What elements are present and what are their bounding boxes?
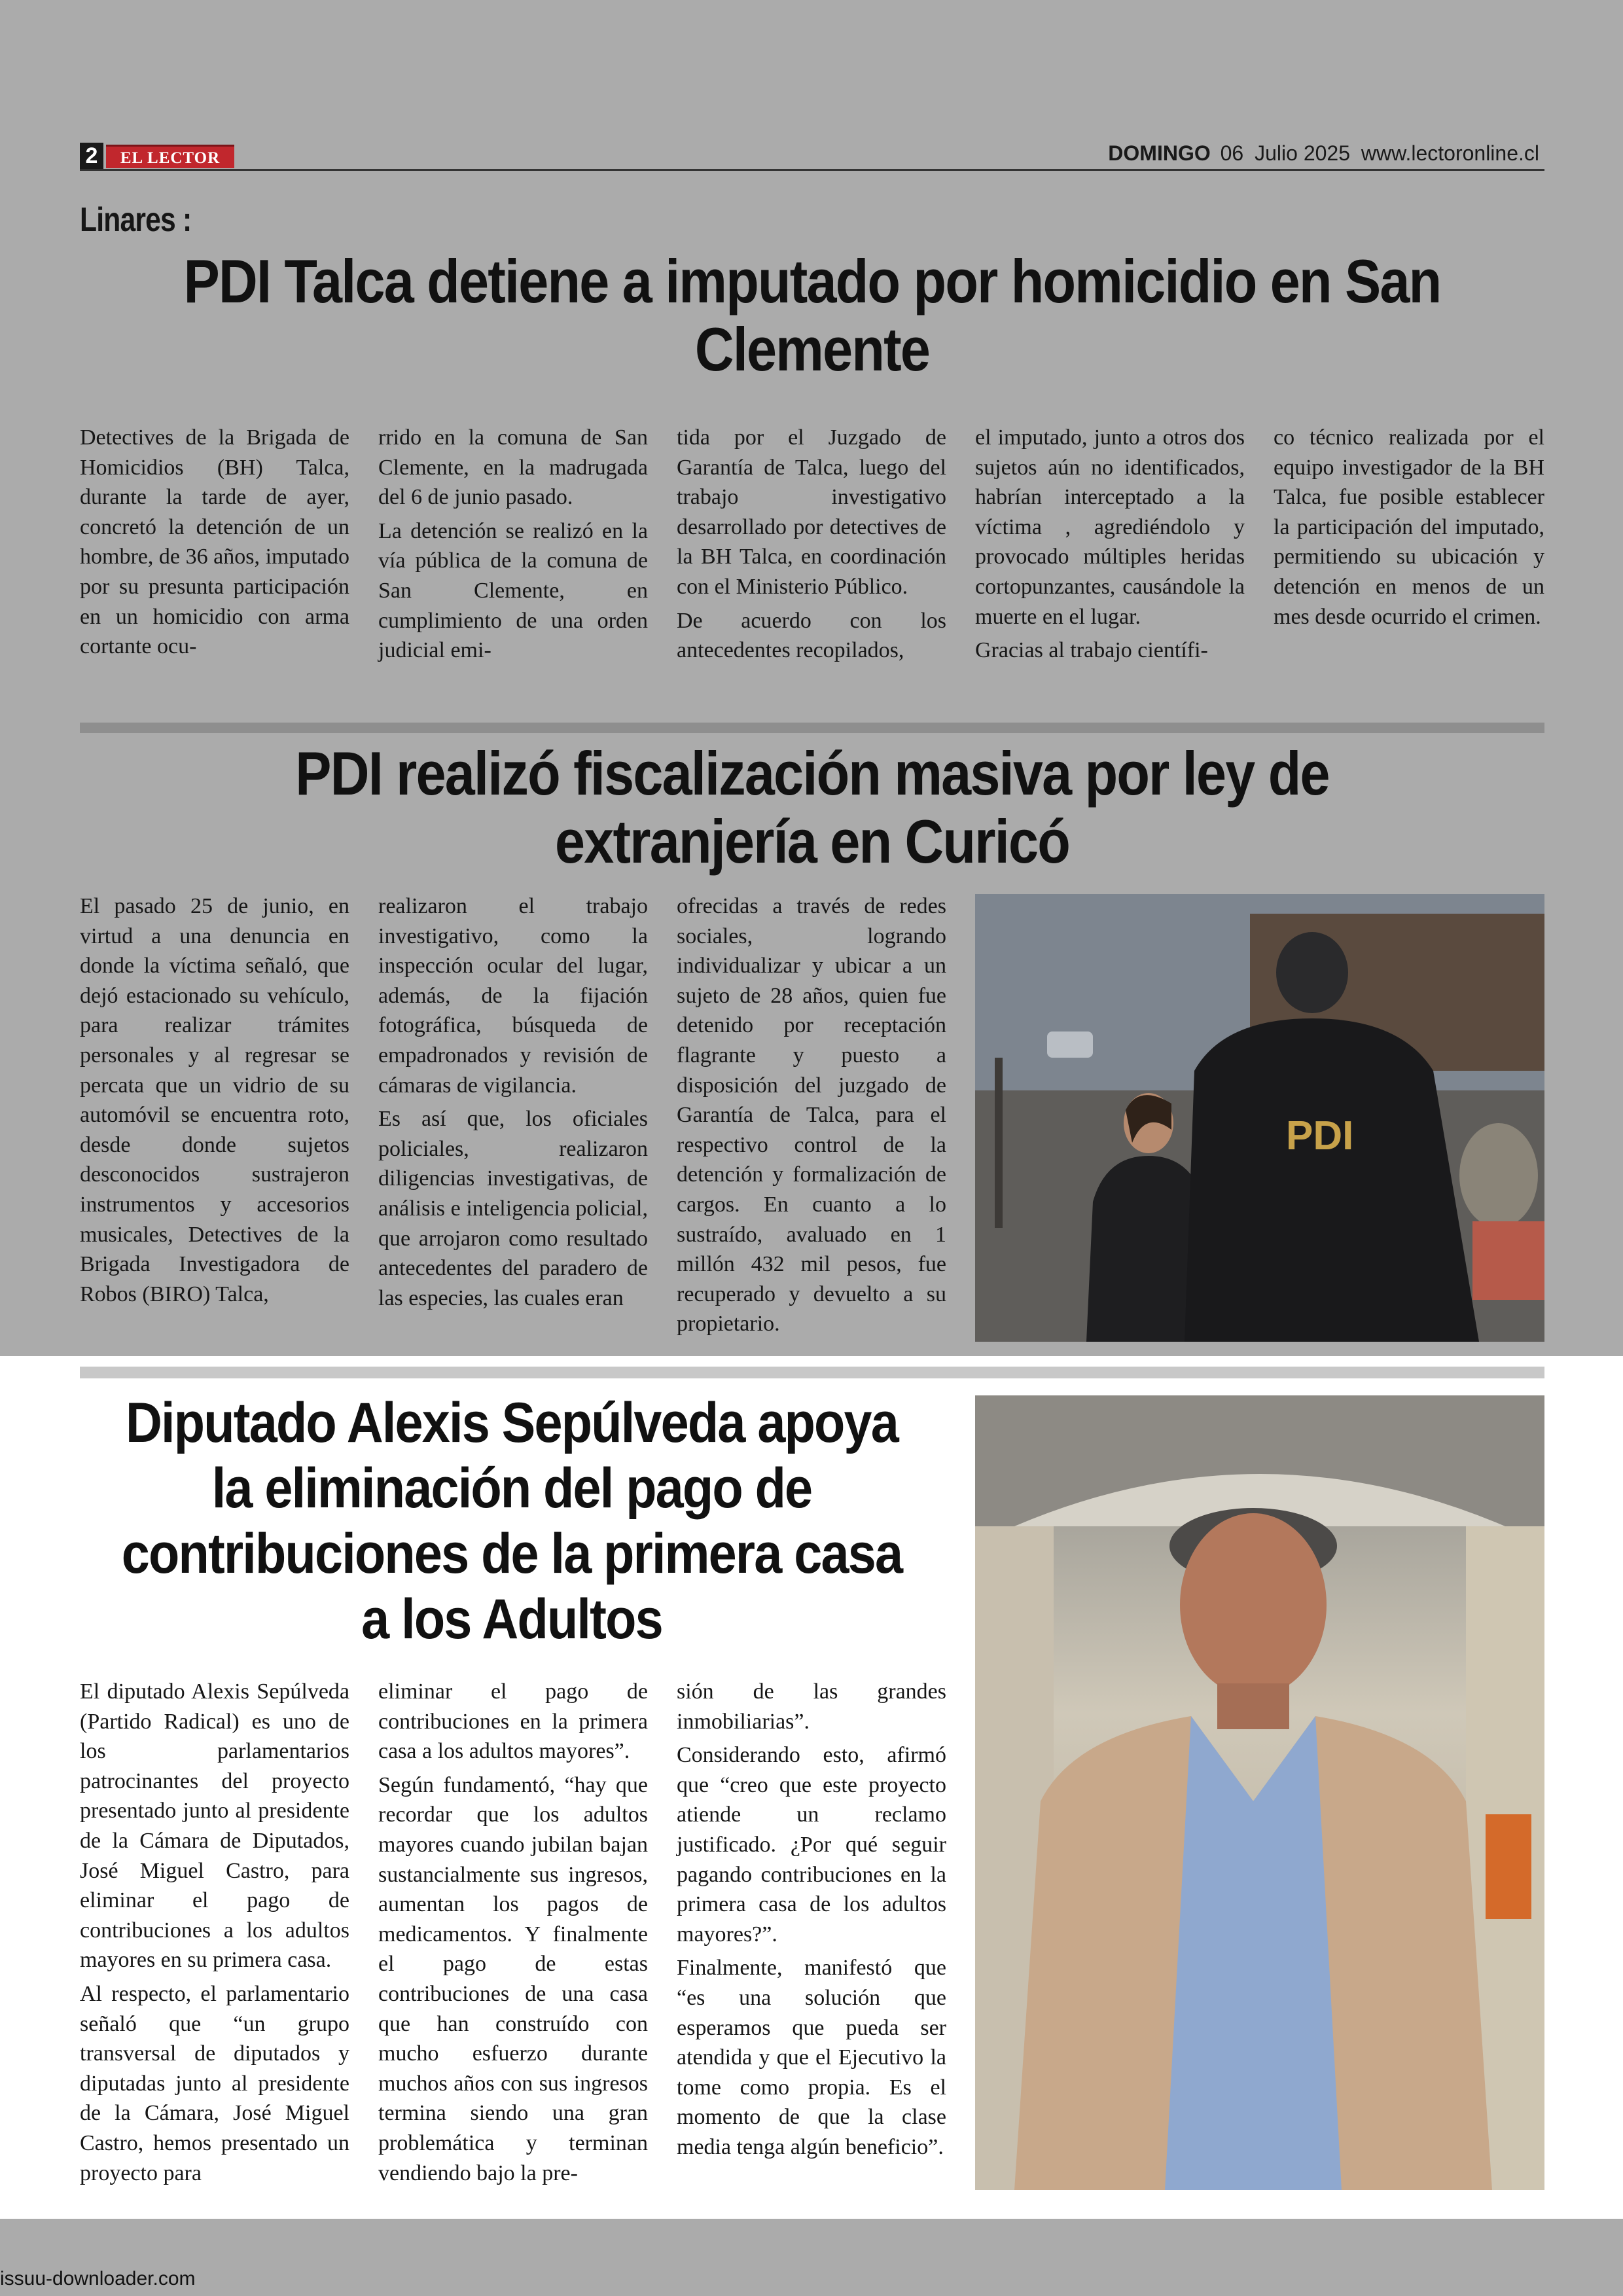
paragraph: De acuerdo con los antecedentes recopilados, — [677, 608, 946, 663]
photo-illustration — [975, 894, 1544, 1342]
source-watermark: issuu-downloader.com — [0, 2268, 196, 2289]
article2-column-3 — [677, 891, 946, 1343]
website-link[interactable]: www.lectoronline.cl — [1361, 141, 1539, 165]
photo-shirt — [1165, 1716, 1342, 2190]
article1-headline: PDI Talca detiene a imputado por homicidio en San Clemente — [183, 247, 1441, 384]
photo-pdi-lettering: PDI — [1286, 1113, 1354, 1158]
paragraph: La detención se realizó en la vía pública de la comuna de San Clemente, en cumplimiento de una orden judicial emi- — [378, 518, 648, 663]
paragraph: El diputado Alexis Sepúlveda (Partido Radical) es uno de los parlamentarios patrocinantes del proyecto presentado junto al presidente de la Cámara de Diputados, José Miguel Castro, para eliminar el pago de contribuciones a los adultos mayores en su primera casa. — [80, 1679, 349, 1973]
newspaper-logo: EL LECTOR — [106, 145, 234, 168]
article3-column-1 — [80, 1677, 349, 2192]
dateline-date: 06 — [1220, 141, 1244, 165]
paragraph: Según fundamentó, “hay que recordar que los adultos mayores cuando jubilan bajan sustancialmente sus ingresos, aumentan los pagos de medicamentos. Y finalmente el pago de estas contribuciones de una casa que han construído con mucho esfuerzo durante muchos años con sus ingresos termina siendo una gran problemática y terminan vendiendo bajo la pre- — [378, 1772, 648, 2185]
photo-helmet — [1459, 1123, 1538, 1228]
article2-photo-pdi-officers — [975, 894, 1544, 1342]
photo-illustration — [975, 1395, 1544, 2190]
dateline-day: DOMINGO — [1108, 141, 1211, 165]
article2-column-1 — [80, 891, 349, 1313]
paragraph: Gracias al trabajo científi- — [975, 638, 1208, 663]
article3-headline: Diputado Alexis Sepúlveda apoya la eliminación del pago de contribuciones de la primera casa a los Adultos — [121, 1391, 902, 1651]
photo-face — [1180, 1513, 1327, 1696]
article1-column-4 — [975, 423, 1245, 670]
paragraph: Finalmente, manifestó que “es una solución que esperamos que pueda ser atendida y que el Ejecutivo la tome como propia. Es el momento de que la clase media tenga algún beneficio”. — [677, 1956, 946, 2159]
paragraph: Considerando esto, afirmó que “creo que este proyecto atiende un reclamo justificado. ¿Por qué seguir pagando contribuciones en la primera casa de los adultos mayores?”. — [677, 1743, 946, 1946]
article1-column-2 — [378, 423, 648, 670]
paragraph: Es así que, los oficiales policiales, realizaron diligencias investigativas, de análisis e inteligencia policial, que arrojaron como resultado antecedentes del paradero de las especies, las cuales eran — [378, 1107, 648, 1310]
section-divider — [80, 1367, 1544, 1378]
header-rule — [80, 169, 1544, 171]
article3-column-2 — [378, 1677, 648, 2192]
photo-pole — [995, 1058, 1003, 1228]
photo-motorbike — [1472, 1221, 1544, 1300]
paragraph: co técnico realizada por el equipo investigador de la BH Talca, fue posible establecer la participación del imputado, permitiendo su ubicación y detención en menos de un mes desde ocurrido el crimen. — [1274, 425, 1544, 629]
paragraph: ofrecidas a través de redes sociales, logrando individualizar y ubicar a un sujeto de 28 años, quien fue detenido por receptación flagrante y puesto a disposición del juzgado de Garantía de Talca, para el respectivo control de la detención y formalización de cargos. En cuanto a lo sustraído, avaluado en 1 millón 432 mil pesos, fue recuperado y devuelto a su propietario. — [677, 894, 946, 1336]
paragraph: El pasado 25 de junio, en virtud a una denuncia en donde la víctima señaló, que dejó estacionado su vehículo, para realizar trámites personales y al regresar se percata que un vidrio de su automóvil se encuentra roto, desde donde sujetos desconocidos sustrajeron instrumentos y accesorios musicales, Detectives de la Brigada Investigadora de Robos (BIRO) Talca, — [80, 894, 349, 1306]
page-number: 2 — [80, 143, 103, 169]
paragraph: sión de las grandes inmobiliarias”. — [677, 1679, 946, 1734]
dateline-month-year: Julio 2025 — [1255, 141, 1350, 165]
paragraph: eliminar el pago de contribuciones en la primera casa a los adultos mayores”. — [378, 1679, 648, 1764]
paragraph: tida por el Juzgado de Garantía de Talca, luego del trabajo investigativo desarrollado por detectives de la BH Talca, en coordinación con el Ministerio Público. — [677, 425, 946, 599]
article1-kicker: Linares : — [80, 201, 192, 239]
dateline — [1108, 141, 1544, 166]
article3-photo-deputy-portrait — [975, 1395, 1544, 2190]
photo-neck — [1217, 1683, 1289, 1729]
photo-car — [1047, 1031, 1093, 1058]
article1-column-3 — [677, 423, 946, 670]
section-divider — [80, 723, 1544, 733]
photo-orange-object — [1486, 1814, 1531, 1919]
paragraph: el imputado, junto a otros dos sujetos aún no identificados, habrían interceptado a la víctima , agrediéndolo y provocado múltiples heridas cortopunzantes, causándole la muerte en el lugar. — [975, 425, 1245, 629]
paragraph: rrido en la comuna de San Clemente, en la madrugada del 6 de junio pasado. — [378, 425, 648, 510]
photo-officer-head — [1276, 932, 1348, 1013]
article1-column-1 — [80, 423, 349, 666]
article3-column-3 — [677, 1677, 946, 2166]
paragraph: Al respecto, el parlamentario señaló que “un grupo transversal de diputados y diputadas junto al presidente de la Cámara, José Miguel Castro, hemos presentado un proyecto para — [80, 1981, 349, 2185]
article1-column-5 — [1274, 423, 1544, 636]
paragraph: realizaron el trabajo investigativo, como la inspección ocular del lugar, además, de la fijación fotográfica, búsqueda de empadronados y revisión de cámaras de vigilancia. — [378, 894, 648, 1098]
article2-column-2 — [378, 891, 648, 1317]
paragraph: Detectives de la Brigada de Homicidios (BH) Talca, durante la tarde de ayer, concretó la detención de un hombre, de 36 años, imputado por su presunta participación en un homicidio con arma cortante ocu- — [80, 425, 349, 659]
article2-headline: PDI realizó fiscalización masiva por ley de extranjería en Curicó — [295, 739, 1329, 876]
